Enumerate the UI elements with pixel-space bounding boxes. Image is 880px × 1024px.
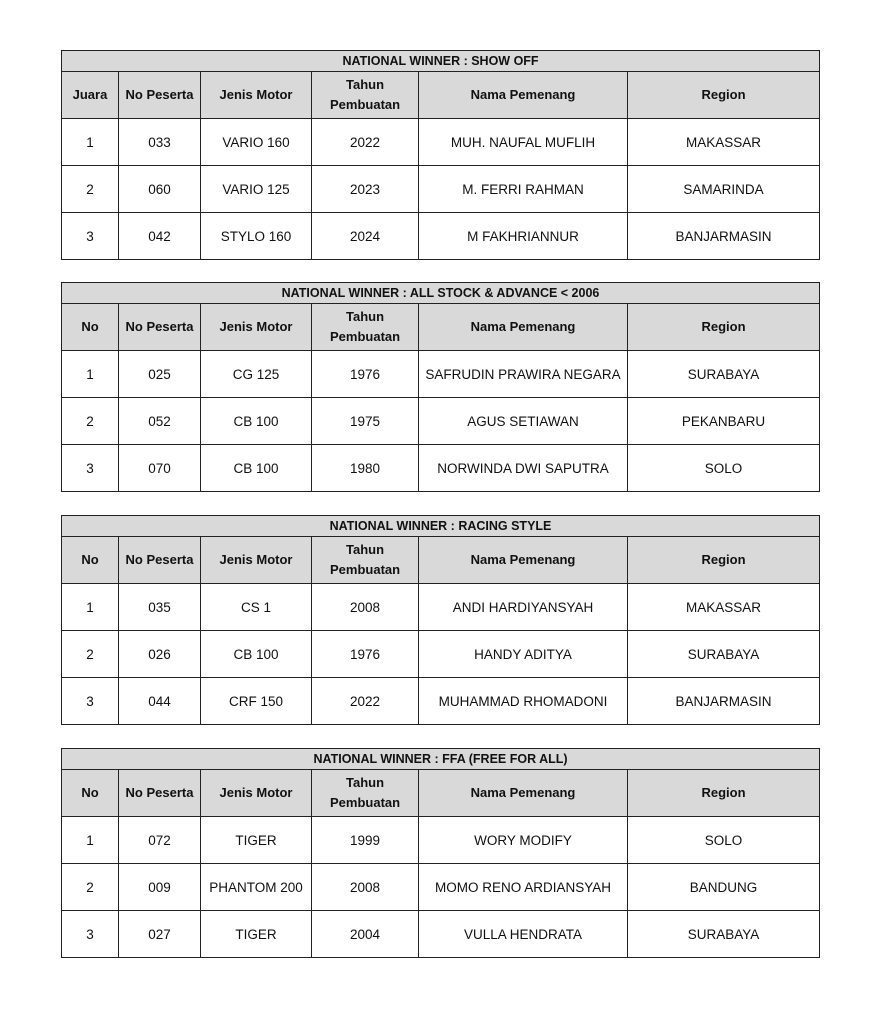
cell-rank: 2 bbox=[62, 398, 119, 445]
cell-winner-name: WORY MODIFY bbox=[419, 817, 628, 864]
cell-year: 1976 bbox=[312, 351, 419, 398]
cell-region: SURABAYA bbox=[628, 631, 820, 678]
cell-participant-no: 060 bbox=[119, 166, 201, 213]
winner-table bbox=[61, 748, 820, 958]
cell-rank: 1 bbox=[62, 119, 119, 166]
cell-region: SURABAYA bbox=[628, 351, 820, 398]
cell-year: 2008 bbox=[312, 584, 419, 631]
column-header-region: Region bbox=[628, 770, 820, 817]
cell-year: 2008 bbox=[312, 864, 419, 911]
cell-motor-type: TIGER bbox=[201, 817, 312, 864]
cell-motor-type: CG 125 bbox=[201, 351, 312, 398]
table-title: NATIONAL WINNER : SHOW OFF bbox=[62, 51, 820, 72]
cell-rank: 3 bbox=[62, 911, 119, 958]
cell-year: 2022 bbox=[312, 119, 419, 166]
column-header-motor-type: Jenis Motor bbox=[201, 770, 312, 817]
table-row bbox=[62, 213, 820, 260]
cell-rank: 3 bbox=[62, 445, 119, 492]
header-row bbox=[62, 537, 820, 584]
column-header-winner-name: Nama Pemenang bbox=[419, 537, 628, 584]
cell-participant-no: 027 bbox=[119, 911, 201, 958]
cell-rank: 2 bbox=[62, 631, 119, 678]
winner-table bbox=[61, 515, 820, 725]
cell-motor-type: CB 100 bbox=[201, 398, 312, 445]
cell-year: 1980 bbox=[312, 445, 419, 492]
header-row bbox=[62, 72, 820, 119]
table-title: NATIONAL WINNER : ALL STOCK & ADVANCE < 2006 bbox=[62, 283, 820, 304]
table-row bbox=[62, 119, 820, 166]
column-header-year: Tahun Pembuatan bbox=[312, 770, 419, 817]
header-row bbox=[62, 770, 820, 817]
cell-participant-no: 026 bbox=[119, 631, 201, 678]
cell-region: SAMARINDA bbox=[628, 166, 820, 213]
table-title: NATIONAL WINNER : RACING STYLE bbox=[62, 516, 820, 537]
cell-winner-name: MUH. NAUFAL MUFLIH bbox=[419, 119, 628, 166]
cell-rank: 1 bbox=[62, 584, 119, 631]
winner-table bbox=[61, 282, 820, 492]
cell-year: 1999 bbox=[312, 817, 419, 864]
cell-region: SOLO bbox=[628, 445, 820, 492]
cell-region: MAKASSAR bbox=[628, 119, 820, 166]
cell-region: PEKANBARU bbox=[628, 398, 820, 445]
cell-rank: 2 bbox=[62, 166, 119, 213]
cell-year: 1976 bbox=[312, 631, 419, 678]
column-header-motor-type: Jenis Motor bbox=[201, 72, 312, 119]
column-header-participant-no: No Peserta bbox=[119, 72, 201, 119]
column-header-rank: Juara bbox=[62, 72, 119, 119]
table-row bbox=[62, 631, 820, 678]
cell-year: 1975 bbox=[312, 398, 419, 445]
table-row bbox=[62, 817, 820, 864]
column-header-winner-name: Nama Pemenang bbox=[419, 304, 628, 351]
column-header-rank: No bbox=[62, 770, 119, 817]
table-row bbox=[62, 911, 820, 958]
table-row bbox=[62, 678, 820, 725]
table-title: NATIONAL WINNER : FFA (FREE FOR ALL) bbox=[62, 749, 820, 770]
cell-rank: 3 bbox=[62, 678, 119, 725]
table-row bbox=[62, 166, 820, 213]
cell-motor-type: VARIO 160 bbox=[201, 119, 312, 166]
cell-region: BANJARMASIN bbox=[628, 213, 820, 260]
column-header-participant-no: No Peserta bbox=[119, 770, 201, 817]
cell-winner-name: NORWINDA DWI SAPUTRA bbox=[419, 445, 628, 492]
table-row bbox=[62, 864, 820, 911]
column-header-region: Region bbox=[628, 537, 820, 584]
cell-participant-no: 042 bbox=[119, 213, 201, 260]
cell-motor-type: TIGER bbox=[201, 911, 312, 958]
cell-motor-type: VARIO 125 bbox=[201, 166, 312, 213]
cell-motor-type: CB 100 bbox=[201, 631, 312, 678]
column-header-winner-name: Nama Pemenang bbox=[419, 72, 628, 119]
cell-participant-no: 044 bbox=[119, 678, 201, 725]
column-header-year: Tahun Pembuatan bbox=[312, 304, 419, 351]
cell-winner-name: M. FERRI RAHMAN bbox=[419, 166, 628, 213]
column-header-winner-name: Nama Pemenang bbox=[419, 770, 628, 817]
cell-region: MAKASSAR bbox=[628, 584, 820, 631]
column-header-region: Region bbox=[628, 304, 820, 351]
cell-participant-no: 070 bbox=[119, 445, 201, 492]
cell-participant-no: 025 bbox=[119, 351, 201, 398]
cell-participant-no: 009 bbox=[119, 864, 201, 911]
column-header-rank: No bbox=[62, 537, 119, 584]
cell-participant-no: 052 bbox=[119, 398, 201, 445]
cell-winner-name: VULLA HENDRATA bbox=[419, 911, 628, 958]
cell-year: 2024 bbox=[312, 213, 419, 260]
cell-region: SURABAYA bbox=[628, 911, 820, 958]
cell-year: 2022 bbox=[312, 678, 419, 725]
column-header-participant-no: No Peserta bbox=[119, 537, 201, 584]
cell-winner-name: HANDY ADITYA bbox=[419, 631, 628, 678]
cell-winner-name: ANDI HARDIYANSYAH bbox=[419, 584, 628, 631]
column-header-motor-type: Jenis Motor bbox=[201, 304, 312, 351]
cell-rank: 3 bbox=[62, 213, 119, 260]
column-header-participant-no: No Peserta bbox=[119, 304, 201, 351]
cell-winner-name: AGUS SETIAWAN bbox=[419, 398, 628, 445]
header-row bbox=[62, 304, 820, 351]
table-row bbox=[62, 445, 820, 492]
table-row bbox=[62, 398, 820, 445]
cell-participant-no: 072 bbox=[119, 817, 201, 864]
winner-table bbox=[61, 50, 820, 260]
cell-participant-no: 035 bbox=[119, 584, 201, 631]
cell-winner-name: MOMO RENO ARDIANSYAH bbox=[419, 864, 628, 911]
cell-rank: 1 bbox=[62, 817, 119, 864]
cell-rank: 2 bbox=[62, 864, 119, 911]
cell-participant-no: 033 bbox=[119, 119, 201, 166]
table-row bbox=[62, 351, 820, 398]
column-header-motor-type: Jenis Motor bbox=[201, 537, 312, 584]
column-header-year: Tahun Pembuatan bbox=[312, 537, 419, 584]
cell-rank: 1 bbox=[62, 351, 119, 398]
column-header-region: Region bbox=[628, 72, 820, 119]
cell-year: 2023 bbox=[312, 166, 419, 213]
cell-motor-type: CB 100 bbox=[201, 445, 312, 492]
cell-motor-type: CRF 150 bbox=[201, 678, 312, 725]
column-header-year: Tahun Pembuatan bbox=[312, 72, 419, 119]
cell-region: BANJARMASIN bbox=[628, 678, 820, 725]
cell-winner-name: MUHAMMAD RHOMADONI bbox=[419, 678, 628, 725]
cell-motor-type: CS 1 bbox=[201, 584, 312, 631]
cell-region: SOLO bbox=[628, 817, 820, 864]
cell-winner-name: SAFRUDIN PRAWIRA NEGARA bbox=[419, 351, 628, 398]
column-header-rank: No bbox=[62, 304, 119, 351]
table-row bbox=[62, 584, 820, 631]
cell-winner-name: M FAKHRIANNUR bbox=[419, 213, 628, 260]
cell-year: 2004 bbox=[312, 911, 419, 958]
cell-motor-type: PHANTOM 200 bbox=[201, 864, 312, 911]
cell-motor-type: STYLO 160 bbox=[201, 213, 312, 260]
cell-region: BANDUNG bbox=[628, 864, 820, 911]
